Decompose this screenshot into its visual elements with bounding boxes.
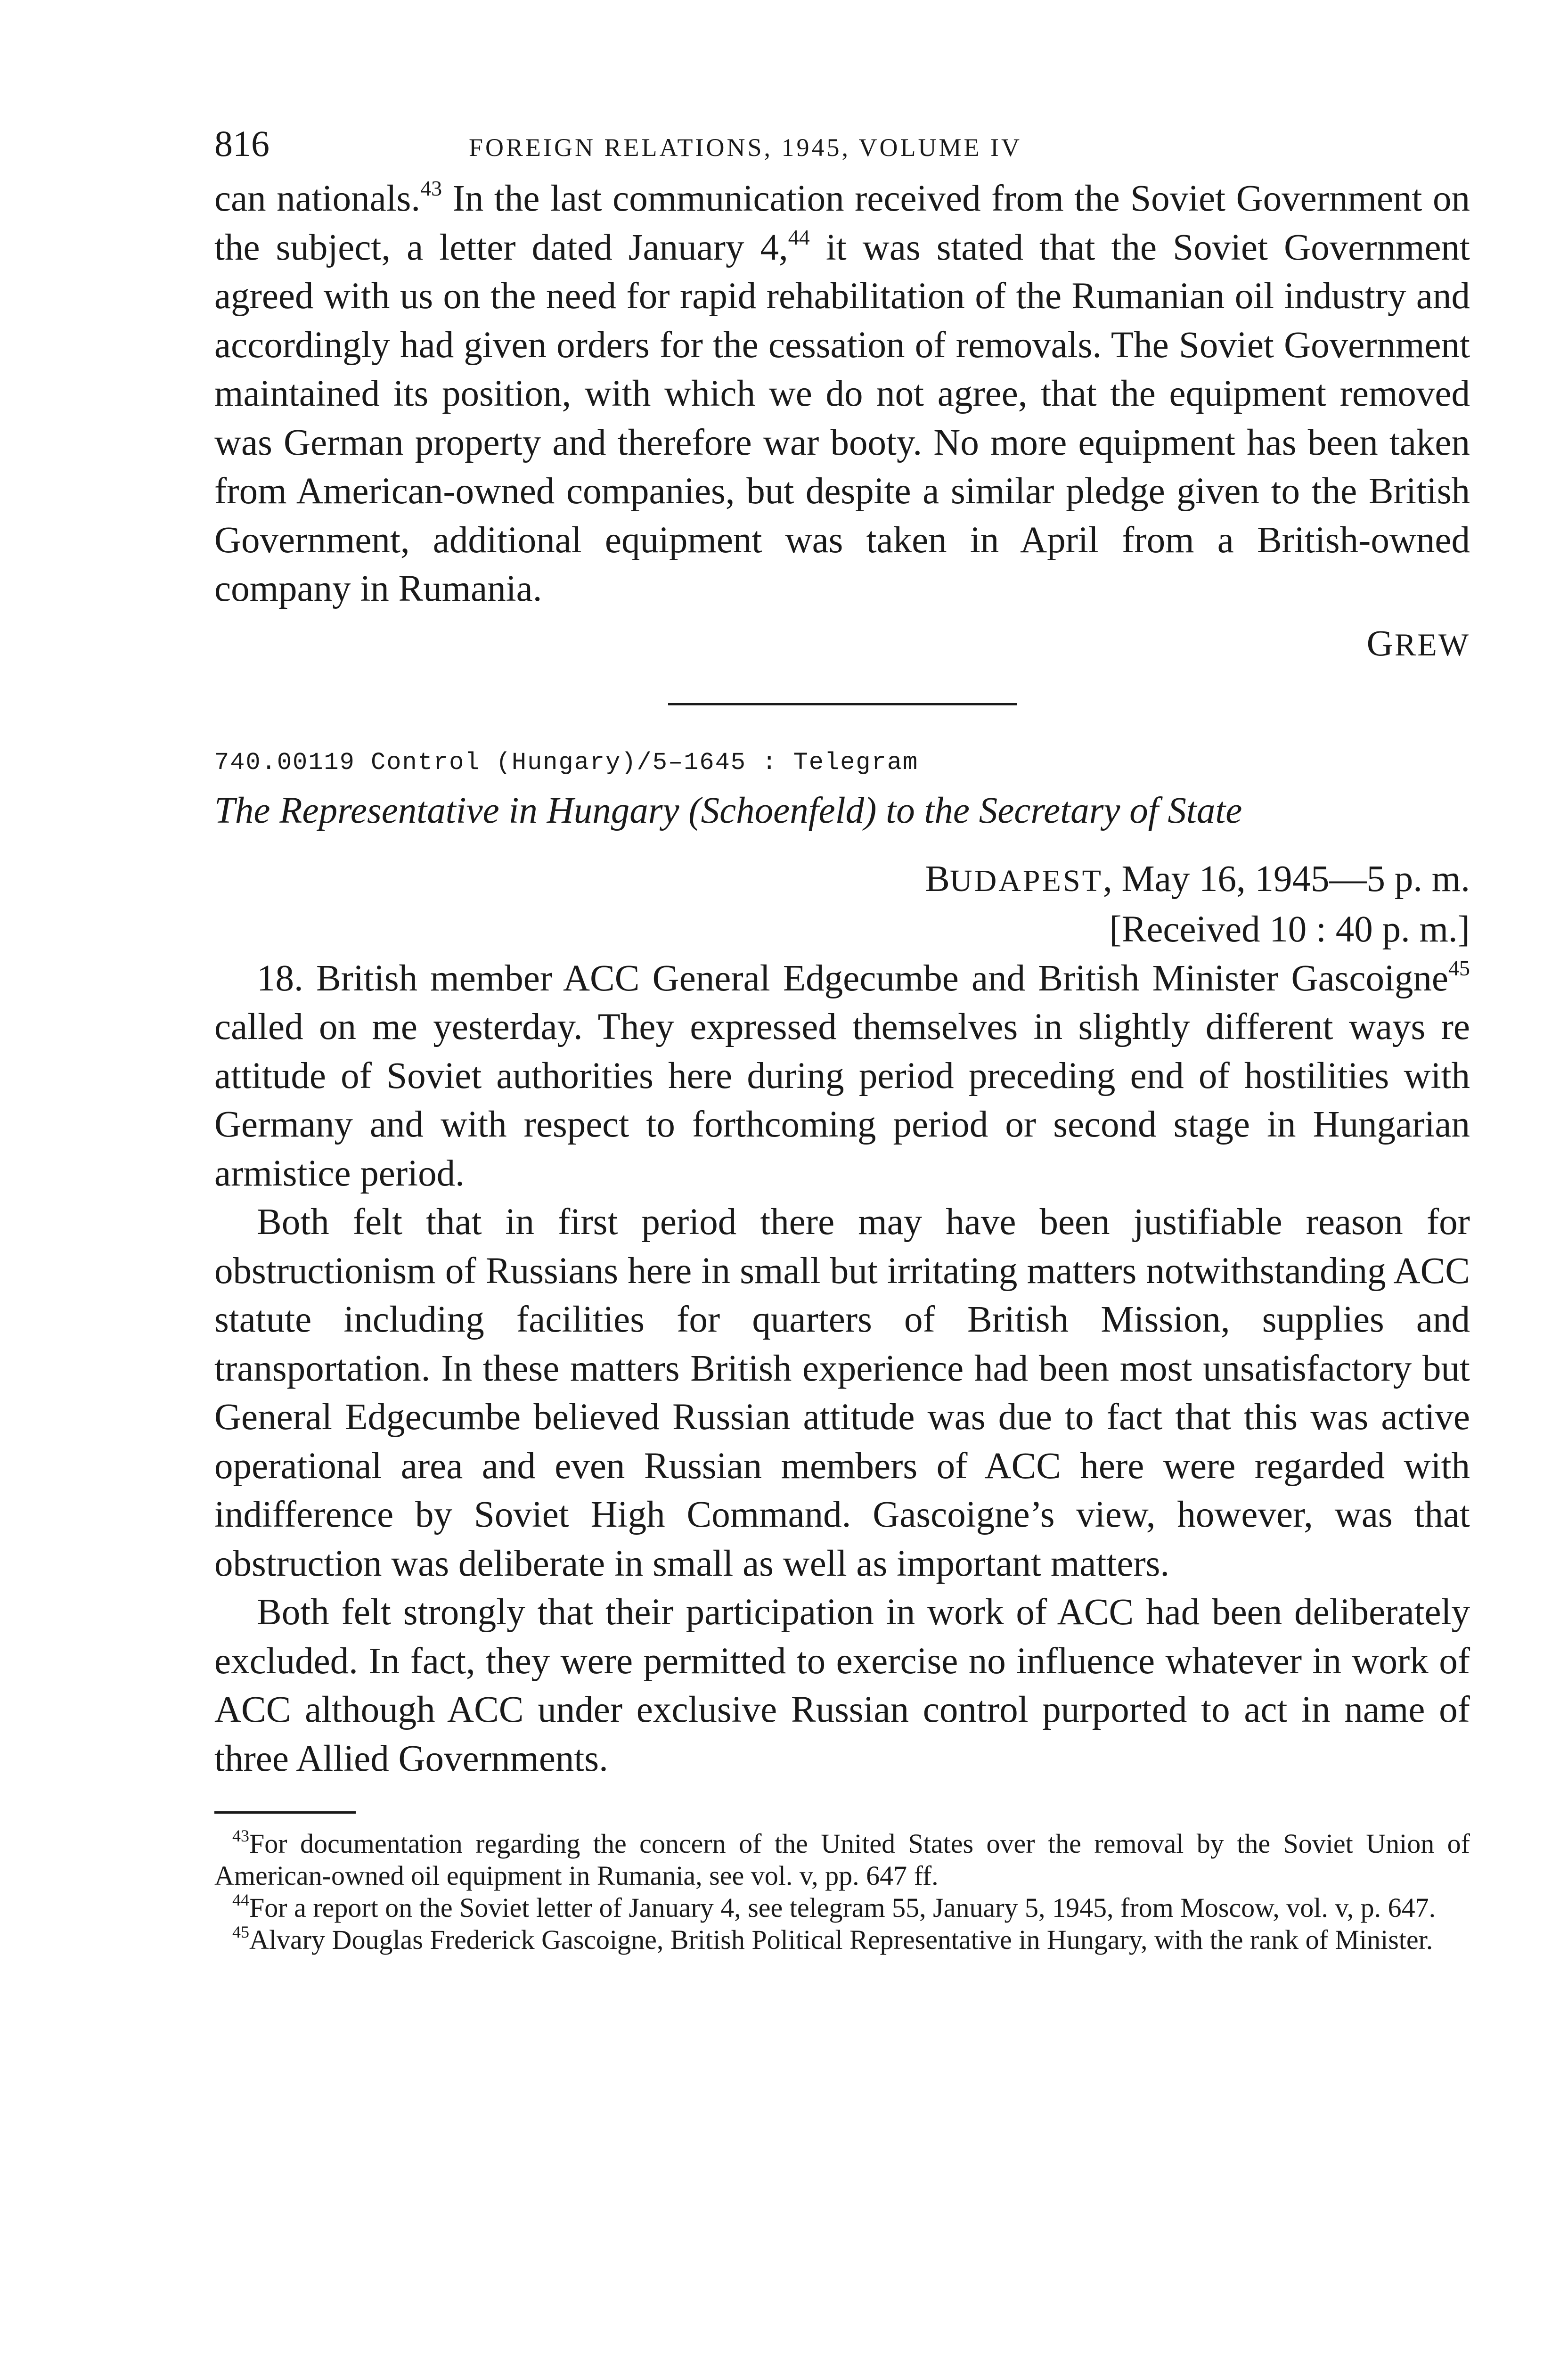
file-reference: 740.00119 Control (Hungary)/5–1645 : Telegram [214,748,919,777]
footnote-divider [214,1811,356,1814]
footnote-mark: 45 [232,1922,249,1941]
place-rest: UDAPEST [949,863,1103,898]
footnote-ref-44: 44 [788,225,810,249]
footnotes [214,1828,1470,1956]
document-page [214,123,1470,1956]
signature-initial: G [1366,622,1395,663]
body-paragraph-3: Both felt strongly that their participation in work of ACC had been deliberately excluded. In fact, they were permitted to exercise no influence whatever in work of ACC although ACC under exclusive Russian control purported to act in name of three Allied Governments. [214,1592,1470,1779]
footnote-mark: 43 [232,1826,249,1845]
page-number: 816 [214,123,270,164]
footnote-text: Alvary Douglas Frederick Gascoigne, British Political Representative in Hungary, with the rank of Minister. [249,1924,1433,1955]
footnote-44 [214,1892,1470,1924]
carryover-text-end: it was stated that the Soviet Government agreed with us on the need for rapid rehabilitation of the Rumanian oil industry and accordingly had given orders for the cessation of removals. The Soviet Government maintained its position, with which we do not agree, that the equipment removed was German property and therefore war booty. No more equipment has been taken from American-owned companies, but despite a similar pledge given to the British Government, additional equipment was taken in April from a British-owned company in Rumania. [214,227,1470,609]
carryover-paragraph [214,174,1470,614]
footnote-text: For a report on the Soviet letter of January 4, see telegram 55, January 5, 1945, from Moscow, vol. v, p. 647. [249,1892,1436,1923]
footnote-45 [214,1924,1470,1956]
date-text: , May 16, 1945—5 p. m. [1102,858,1470,900]
p1-text-start: 18. British member ACC General Edgecumbe and British Minister Gascoigne [257,957,1448,999]
footnote-43 [214,1828,1470,1892]
section-divider [668,703,1017,705]
footnote-ref-45: 45 [1448,956,1470,980]
place-initial: B [925,858,950,900]
dateline [214,855,1470,954]
footnote-ref-43: 43 [420,176,442,200]
signature [214,622,1470,664]
footnote-mark: 44 [232,1890,249,1909]
received-time: [Received 10 : 40 p. m.] [1109,909,1470,950]
signature-rest: REW [1394,626,1470,663]
body-paragraph-2: Both felt that in first period there may have been justifiable reason for obstructionism of Russians here in small but irritating matters notwithstanding ACC statute including facilities for quarters of British Mission, supplies and transportation. In these matters British experience had been most unsatisfactory but General Edgecumbe believed Russian attitude was due to fact that this was active operational area and even Russian members of ACC here were regarded with indifference by Soviet High Command. Gascoigne’s view, however, was that obstruction was deliberate in small as well as important matters. [214,1202,1470,1584]
carryover-text-start: can nationals. [214,178,421,219]
document-title: The Representative in Hungary (Schoenfeld) to the Secretary of State [214,790,1242,831]
running-title: FOREIGN RELATIONS, 1945, VOLUME IV [469,133,1022,162]
p1-text-end: called on me yesterday. They expressed themselves in slightly different ways re attitude of Soviet authorities here during period preceding end of hostilities with Germany and with respect to forthcoming period or second stage in Hungarian armistice period. [214,1006,1470,1194]
body-paragraph-1 [214,954,1470,1198]
carryover-text-middle: In the last communication received from the Soviet Government on the subject, a letter dated January 4, [214,178,1470,268]
running-head [214,123,1470,174]
footnote-text: For documentation regarding the concern of the United States over the removal by the Soviet Union of American-owned oil equipment in Rumania, see vol. v, pp. 647 ff. [214,1828,1470,1891]
place-date [214,855,1470,906]
